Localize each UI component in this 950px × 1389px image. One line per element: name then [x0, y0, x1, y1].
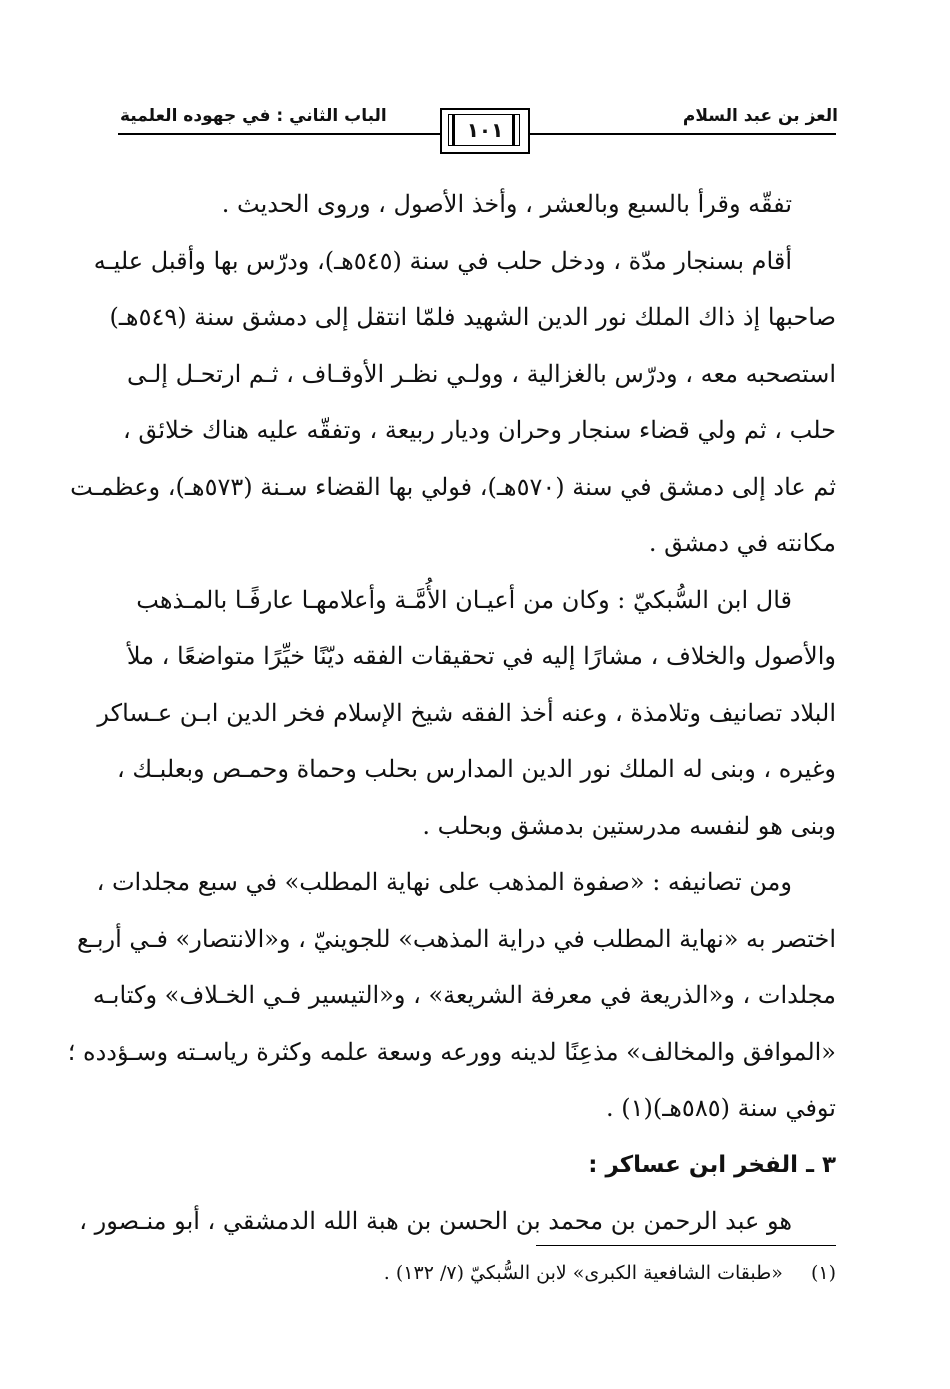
text-line: أقام بسنجار مدّة ، ودخل حلب في سنة (٥٤٥هـ)، ودرّس بها وأقبل عليـه: [93, 246, 792, 275]
text-line: وبنى هو لنفسه مدرستين بدمشق وبحلب .: [422, 811, 836, 840]
text-line: استصحبه معه ، ودرّس بالغزالية ، وولـي نظـر الأوقـاف ، ثـم ارتحـل إلـى: [126, 359, 836, 388]
footnote-mark: (١): [810, 1262, 836, 1284]
running-header-chapter-title: الباب الثاني : في جهوده العلمية: [120, 106, 387, 126]
page-number-frame: [440, 108, 530, 154]
page-number: ١٠١: [466, 118, 504, 142]
text-line: توفي سنة (٥٨٥هـ)(١) .: [605, 1094, 836, 1122]
text-line: البلاد تصانيف وتلامذة ، وعنه أخذ الفقه شيخ الإسلام فخر الدين ابـن عـساكر: [97, 698, 836, 727]
header-rule-left: [118, 133, 440, 135]
text-line: مكانته في دمشق .: [648, 529, 836, 557]
text-line: حلب ، ثم ولي قضاء سنجار وحران وديار ربيعة ، وتفقّه عليه هناك خلائق ،: [123, 416, 836, 444]
text-line: تفقّه وقرأ بالسبع وبالعشر ، وأخذ الأصول ، وروى الحديث .: [221, 190, 792, 218]
text-line: مجلدات ، و«الذريعة في معرفة الشريعة» ، و«التيسير فـي الخـلاف» وكتابـه: [92, 981, 836, 1009]
text-line: صاحبها إذ ذاك الملك نور الدين الشهيد فلمّا انتقل إلى دمشق سنة (٥٤٩هـ): [109, 303, 836, 331]
text-line: قال ابن السُّبكيّ : وكان من أعيـان الأُمَّـة وأعلامهـا عارفًـا بالمـذهب: [136, 585, 792, 614]
section-heading: ٣ ـ الفخر ابن عساكر :: [588, 1151, 836, 1178]
text-line: ومن تصانيفه : «صفوة المذهب على نهاية المطلب» في سبع مجلدات ،: [96, 868, 792, 896]
text-line: هو عبد الرحمن بن محمد بن الحسن بن هبة الله الدمشقي ، أبو منـصور ،: [79, 1207, 792, 1235]
header-rule-right: [530, 133, 836, 135]
text-line: والأصول والخلاف ، مشارًا إليه في تحقيقات الفقه ديّنًا خيِّرًا متواضعًا ، ملأ: [126, 642, 836, 670]
footnote-separator: [536, 1245, 836, 1246]
text-line: ثم عاد إلى دمشق في سنة (٥٧٠هـ)، فولي بها القضاء سـنة (٥٧٣هـ)، وعظمـت: [70, 472, 836, 501]
running-header-book-title: العز بن عبد السلام: [682, 106, 838, 126]
main-text: [67, 176, 836, 1250]
text-line: وغيره ، وبنى له الملك نور الدين المدارس بحلب وحماة وحمـص وبعلبـك ،: [116, 755, 836, 783]
text-line: اختصر به «نهاية المطلب في دراية المذهب» للجوينيّ ، و«الانتصار» فـي أربـع: [77, 924, 836, 953]
footnote-text: «طبقات الشافعية الكبرى» لابن السُّبكيّ (٧/ ١٣٢) .: [383, 1262, 783, 1284]
text-line: «الموافق والمخالف» مذعِنًا لدينه وورعه وسعة علمه وكثرة رياسـته وسـؤدده ؛: [67, 1037, 836, 1066]
footnote: [384, 1262, 836, 1284]
